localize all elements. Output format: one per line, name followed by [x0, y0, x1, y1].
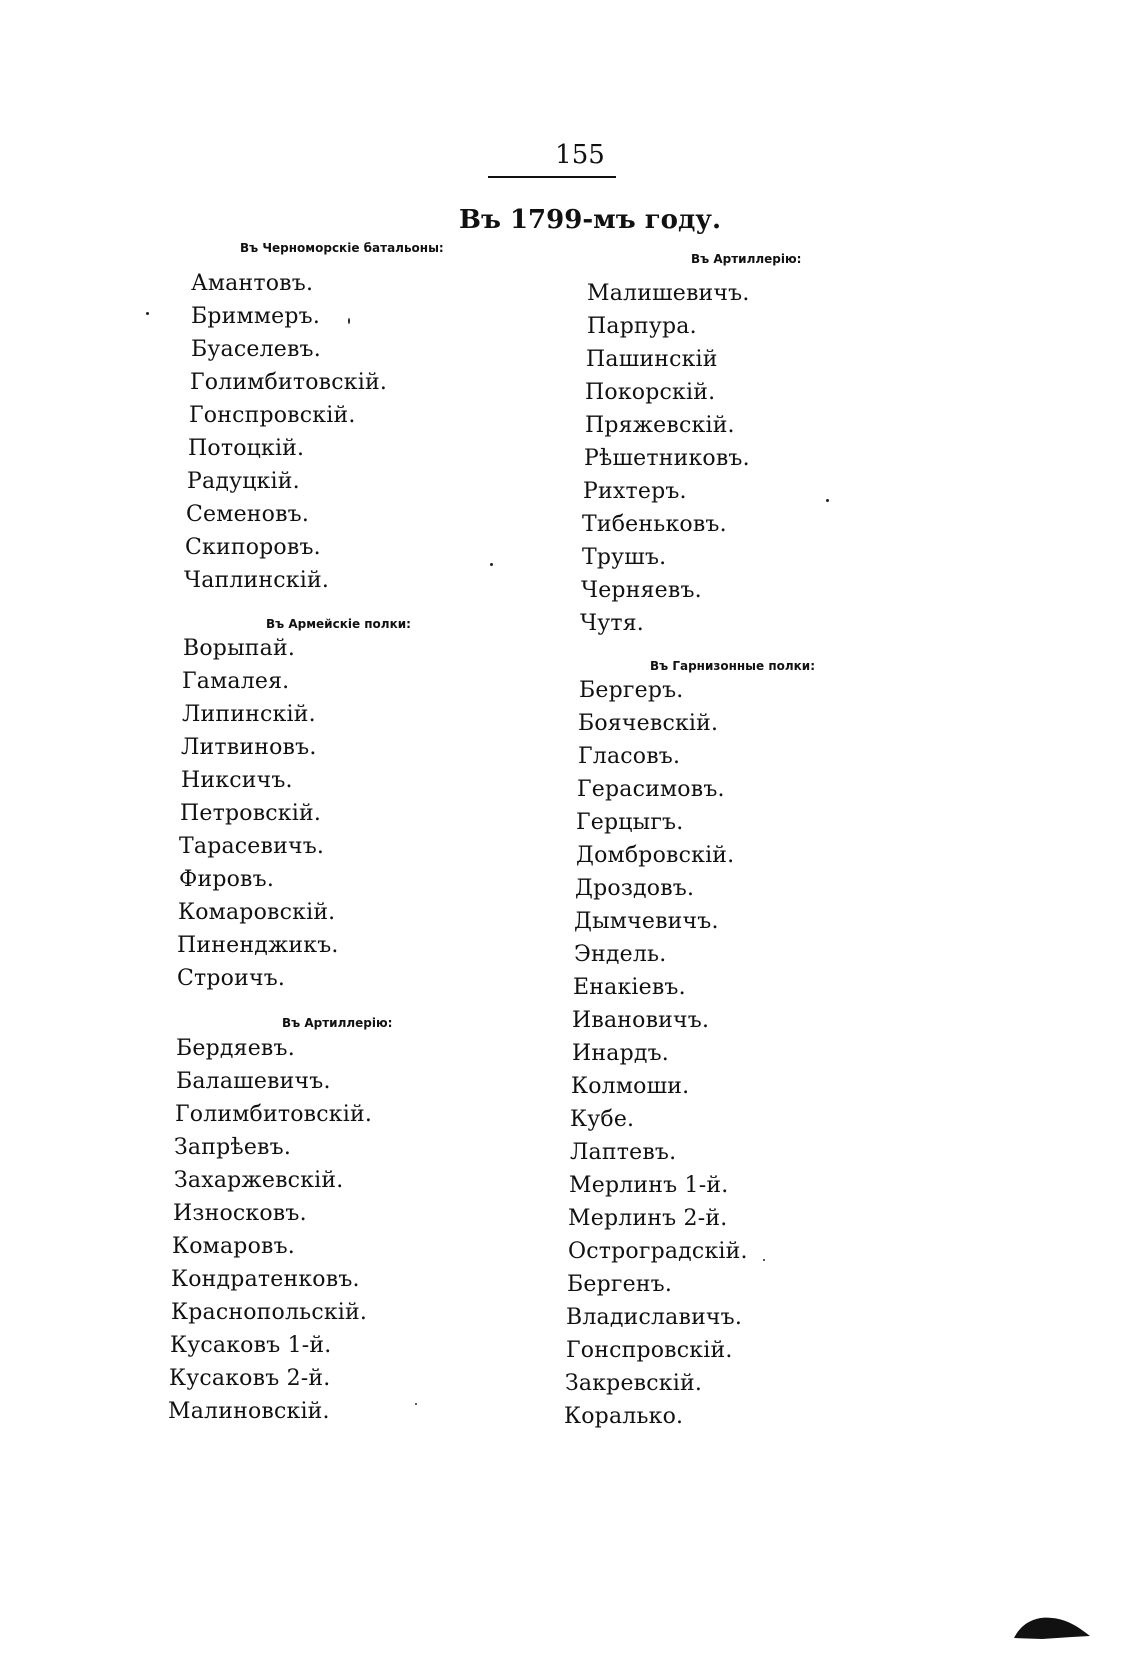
section-heading-artillery-left: Въ Артиллерію:	[282, 1016, 393, 1030]
list-item: Кусаковъ 2-й.	[169, 1366, 331, 1391]
list-item: Мерлинъ 1-й.	[569, 1173, 729, 1198]
list-item: Петровскій.	[180, 801, 322, 826]
scan-speck	[146, 312, 149, 315]
list-item: Радуцкій.	[187, 469, 300, 494]
list-item: Тарасевичъ.	[179, 834, 325, 859]
list-item: Герасимовъ.	[577, 777, 725, 802]
scan-speck	[348, 318, 350, 324]
list-item: Тибеньковъ.	[582, 512, 727, 537]
scan-speck	[826, 499, 829, 502]
page-number-rule	[488, 176, 616, 178]
list-item: Буаселевъ.	[191, 337, 321, 362]
year-title: Въ 1799-мъ году.	[458, 205, 721, 235]
list-item: Инардъ.	[572, 1041, 669, 1066]
list-item: Захаржевскій.	[174, 1168, 344, 1193]
list-item: Строичъ.	[177, 966, 286, 991]
list-item: Парпура.	[587, 314, 697, 339]
section-heading-artillery-right: Въ Артиллерію:	[691, 252, 802, 266]
list-item: Бергенъ.	[567, 1272, 673, 1297]
list-item: Литвиновъ.	[181, 735, 317, 760]
list-item: Дроздовъ.	[575, 876, 695, 901]
list-item: Черняевъ.	[581, 578, 702, 603]
list-item: Пряжевскій.	[585, 413, 735, 438]
list-item: Кубе.	[570, 1107, 635, 1132]
list-item: Гонспровскій.	[566, 1338, 733, 1363]
list-item: Енакіевъ.	[573, 975, 686, 1000]
page-number: 155	[555, 140, 605, 170]
list-item: Чутя.	[580, 611, 644, 636]
section-heading-army-regiments: Въ Армейскіе полки:	[266, 617, 411, 631]
list-item: Комаровскій.	[178, 900, 336, 925]
list-item: Ивановичъ.	[572, 1008, 710, 1033]
list-item: Пинeнджикъ.	[177, 933, 339, 958]
section-heading-garrison-regiments: Въ Гарнизонные полки:	[650, 659, 816, 673]
scan-speck	[490, 563, 493, 566]
list-item: Эндель.	[574, 942, 667, 967]
list-item: Закревскій.	[565, 1371, 703, 1396]
list-item: Комаровъ.	[172, 1234, 296, 1259]
list-item: Потоцкій.	[188, 436, 305, 461]
list-item: Семеновъ.	[186, 502, 310, 527]
list-item: Балашевичъ.	[176, 1069, 331, 1094]
list-item: Трушъ.	[582, 545, 667, 570]
section-heading-black-sea-battalions: Въ Черноморскіе батальоны:	[240, 241, 444, 255]
list-item: Голимбитовскій.	[175, 1102, 373, 1127]
list-item: Амантовъ.	[191, 271, 314, 296]
list-item: Домбровскій.	[576, 843, 735, 868]
list-item: Малиновскій.	[168, 1399, 330, 1424]
list-item: Боячевскій.	[578, 711, 719, 736]
list-item: Остроградскій.	[568, 1239, 748, 1264]
list-item: Износковъ.	[173, 1201, 307, 1226]
list-item: Кусаковъ 1-й.	[170, 1333, 332, 1358]
list-item: Гонспровскій.	[189, 403, 356, 428]
list-item: Покорскій.	[585, 380, 716, 405]
list-item: Пашинскій	[586, 347, 718, 372]
scan-speck	[763, 1259, 765, 1261]
scan-speck	[415, 1403, 417, 1405]
list-item: Владиславичъ.	[566, 1305, 743, 1330]
list-item: Лаптевъ.	[570, 1140, 677, 1165]
list-item: Ворыпай.	[183, 636, 296, 661]
list-item: Дымчевичъ.	[574, 909, 719, 934]
list-item: Фировъ.	[179, 867, 275, 892]
list-item: Бриммеръ.	[191, 304, 321, 329]
list-item: Рѣшетниковъ.	[584, 446, 750, 471]
list-item: Малишевичъ.	[587, 281, 750, 306]
ink-blot	[1012, 1612, 1092, 1642]
list-item: Чаплинскій.	[184, 568, 330, 593]
list-item: Кондратенковъ.	[171, 1267, 360, 1292]
list-item: Скипоровъ.	[185, 535, 321, 560]
list-item: Бергеръ.	[579, 678, 684, 703]
list-item: Голимбитовскій.	[190, 370, 388, 395]
list-item: Гласовъ.	[578, 744, 681, 769]
list-item: Запрѣевъ.	[174, 1135, 292, 1160]
list-item: Краснопольскій.	[171, 1300, 368, 1325]
list-item: Герцыгъ.	[576, 810, 684, 835]
list-item: Колмоши.	[571, 1074, 690, 1099]
list-item: Рихтеръ.	[583, 479, 687, 504]
list-item: Бердяевъ.	[176, 1036, 295, 1061]
list-item: Никсичъ.	[181, 768, 293, 793]
list-item: Мерлинъ 2-й.	[568, 1206, 728, 1231]
list-item: Гамалея.	[182, 669, 290, 694]
list-item: Коралько.	[564, 1404, 684, 1429]
list-item: Липинскій.	[182, 702, 316, 727]
